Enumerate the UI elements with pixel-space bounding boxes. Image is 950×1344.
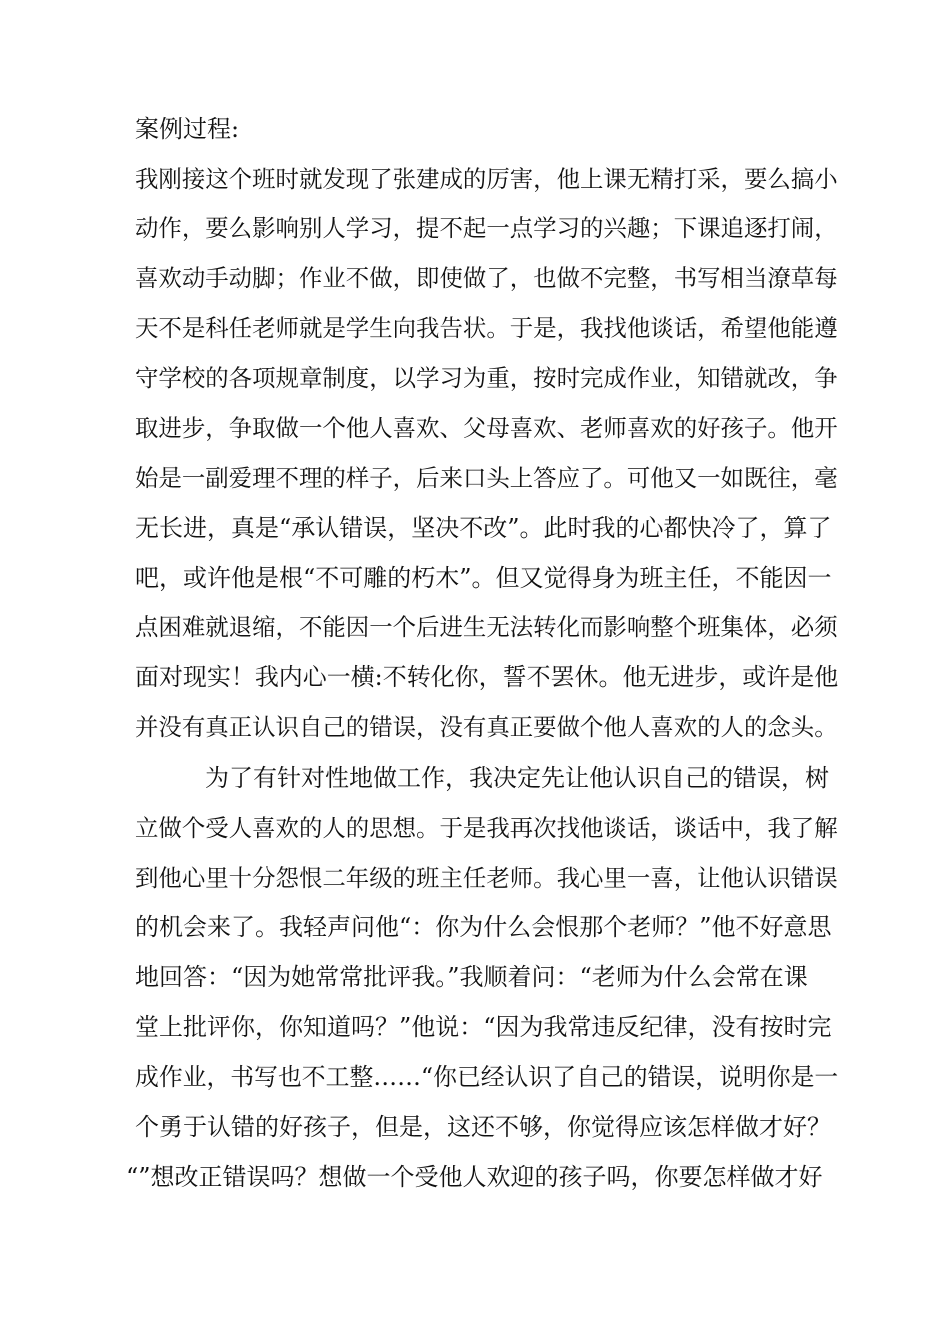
paragraph-line: 并没有真正认识自己的错误，没有真正要做个他人喜欢的人的念头。 (135, 713, 838, 741)
paragraph-line: 吧，或许他是根“不可雕的朽木”。但又觉得身为班主任，不能因一 (135, 564, 832, 592)
paragraph-line: 点困难就退缩，不能因一个后进生无法转化而影响整个班集体，必须 (135, 613, 838, 641)
paragraph-line: 取进步，争取做一个他人喜欢、父母喜欢、老师喜欢的好孩子。他开 (135, 414, 838, 442)
paragraph-line: 守学校的各项规章制度，以学习为重，按时完成作业，知错就改，争 (135, 364, 838, 392)
paragraph-line: 喜欢动手动脚；作业不做，即使做了，也做不完整，书写相当潦草每 (135, 264, 838, 292)
paragraph-line: “”想改正错误吗？想做一个受他人欢迎的孩子吗，你要怎样做才好 (126, 1163, 823, 1191)
paragraph-line: 成作业，书写也不工整……“你已经认识了自己的错误，说明你是一 (135, 1063, 839, 1091)
paragraph-line: 无长进，真是“承认错误，坚决不改”。此时我的心都快冷了，算了 (135, 514, 832, 542)
paragraph-line: 始是一副爱理不理的样子，后来口头上答应了。可他又一如既往，毫 (135, 464, 838, 492)
paragraph-line: 我刚接这个班时就发现了张建成的厉害，他上课无精打采，要么搞小 (135, 165, 838, 193)
paragraph-line: 堂上批评你，你知道吗？”他说：“因为我常违反纪律，没有按时完 (135, 1013, 832, 1041)
paragraph-line: 动作，要么影响别人学习，提不起一点学习的兴趣；下课追逐打闹， (135, 214, 838, 242)
paragraph-line: 立做个受人喜欢的人的思想。于是我再次找他谈话，谈话中，我了解 (135, 814, 838, 842)
section-heading: 案例过程: (135, 115, 240, 143)
paragraph-line: 面对现实！我内心一横:不转化你，誓不罢休。他无进步，或许是他 (135, 663, 839, 691)
paragraph-line: 到他心里十分怨恨二年级的班主任老师。我心里一喜，让他认识错误 (135, 864, 838, 892)
paragraph-line: 地回答：“因为她常常批评我。”我顺着问：“老师为什么会常在课 (135, 963, 808, 991)
paragraph-line: 个勇于认错的好孩子，但是，这还不够，你觉得应该怎样做才好？ (135, 1113, 831, 1141)
paragraph-line: 为了有针对性地做工作，我决定先让他认识自己的错误，树 (205, 764, 829, 792)
paragraph-line: 的机会来了。我轻声问他“：你为什么会恨那个老师？”他不好意思 (135, 913, 832, 941)
paragraph-line: 天不是科任老师就是学生向我告状。于是，我找他谈话，希望他能遵 (135, 314, 838, 342)
